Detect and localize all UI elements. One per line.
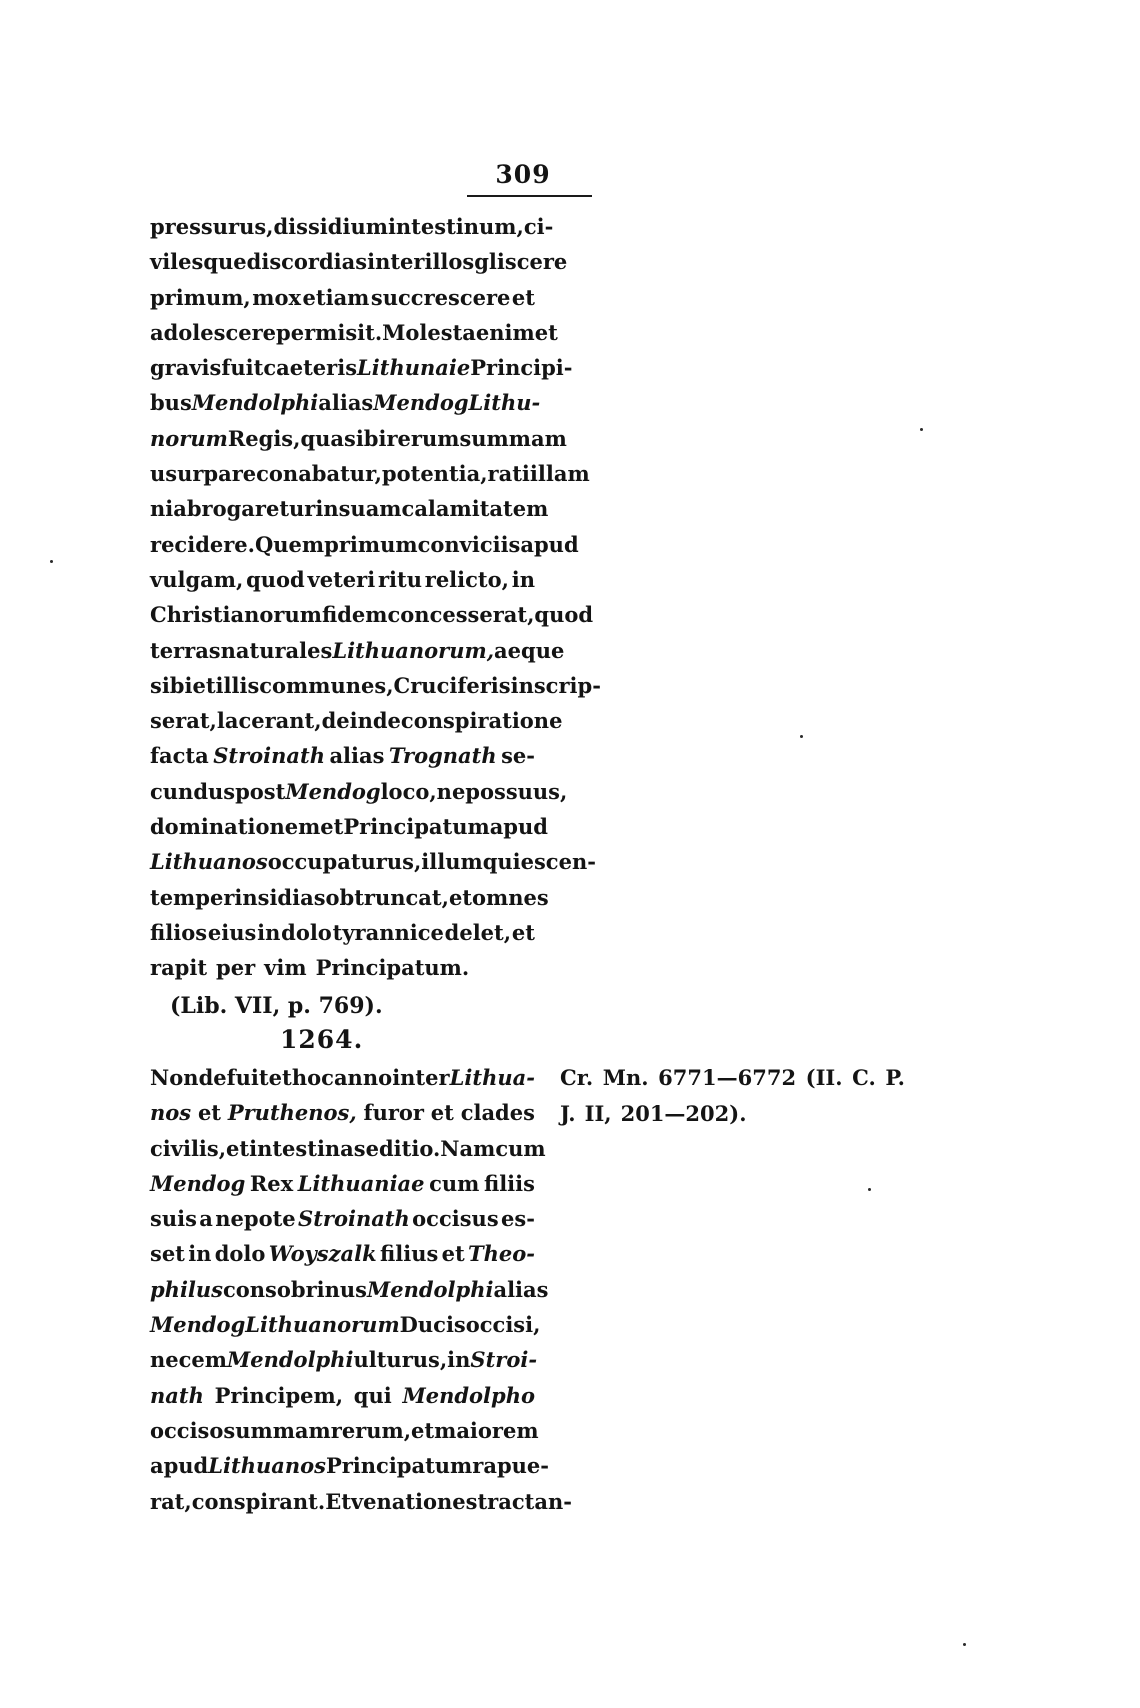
word: apud (489, 814, 548, 840)
word: cum (495, 1135, 546, 1161)
word: P. (885, 1065, 905, 1090)
italic-word: Lithu- (468, 390, 541, 416)
word: mox (252, 284, 302, 310)
word: et (430, 1100, 454, 1126)
word: (II. (805, 1065, 843, 1090)
text-line (150, 1448, 549, 1483)
word: obtruncat, (325, 884, 449, 910)
word: insidias (234, 884, 326, 910)
word: tem (150, 884, 196, 910)
word: dissidium (273, 214, 388, 239)
word: suis (150, 1206, 197, 1232)
word: delet, (444, 919, 512, 945)
word: conspiratione (400, 708, 563, 734)
word: concesserat, (387, 602, 535, 628)
italic-word: nos (150, 1100, 192, 1126)
word: qui (353, 1382, 392, 1408)
word: terras (150, 637, 221, 663)
word: C. (852, 1065, 876, 1090)
word: rati (487, 461, 530, 487)
word: vilesque (150, 249, 247, 275)
text-line (150, 315, 558, 350)
word: aeque (494, 637, 565, 663)
word: adolescere (150, 319, 277, 345)
header-rule (467, 195, 592, 197)
text-line (150, 597, 594, 632)
word: illam (529, 461, 590, 487)
scan-speck (868, 1188, 871, 1191)
word: potentia, (381, 461, 488, 487)
word: Et (325, 1488, 351, 1514)
word: primum (324, 531, 418, 557)
word: filios (150, 919, 208, 945)
year-heading: 1264. (280, 1025, 364, 1054)
word: suus, (505, 778, 568, 804)
word: in (511, 566, 535, 592)
italic-word: Mendolphi (366, 1276, 494, 1302)
margin-reference-note (560, 1060, 905, 1132)
word: illis (215, 672, 260, 698)
text-line (150, 1201, 535, 1236)
italic-word: Mendog (285, 778, 381, 804)
word: illos (424, 249, 475, 275)
word: se- (501, 743, 535, 769)
word: gravis (150, 355, 222, 381)
word: Christianorum (150, 602, 322, 628)
word: conviciis (417, 531, 521, 557)
word: filiis (483, 1170, 535, 1196)
word: summam (223, 1417, 331, 1443)
text-line (150, 1236, 535, 1271)
word: sibi (344, 425, 387, 451)
word: ci- (523, 214, 554, 239)
text-line (150, 280, 535, 315)
word: Regis, (227, 425, 301, 451)
text-line (150, 527, 579, 562)
word: inter (392, 1065, 450, 1090)
text-line (150, 421, 567, 456)
word: apud (520, 531, 579, 557)
word: fuit (221, 355, 264, 381)
word: Cr. (560, 1065, 594, 1090)
word: Ducis (399, 1312, 466, 1338)
word: inter (367, 249, 425, 275)
word: hoc (291, 1065, 334, 1090)
word: ritu (377, 566, 422, 592)
text-line (150, 350, 573, 385)
word: discordias (246, 249, 368, 275)
word: intestinum, (387, 214, 524, 239)
word: civilis, (150, 1135, 227, 1161)
text-line (150, 1342, 538, 1377)
word: et (448, 884, 472, 910)
word: Nam (440, 1135, 496, 1161)
text-line (150, 738, 535, 773)
text-line (150, 774, 568, 809)
word: lacerant, (216, 708, 322, 734)
word: tyrannice (332, 919, 444, 945)
text-line (150, 668, 601, 703)
scan-speck (920, 428, 923, 431)
text-line (150, 209, 554, 244)
word: Mn. (602, 1065, 649, 1090)
word: alias (329, 743, 385, 769)
word: caeteris (263, 355, 358, 381)
word: necem (150, 1347, 227, 1373)
text-line (150, 1272, 549, 1307)
italic-word: Lithua- (449, 1065, 535, 1090)
word: occiso (150, 1417, 224, 1443)
word: nepote (215, 1206, 296, 1232)
word: Principi- (470, 355, 573, 381)
scan-speck (963, 1643, 966, 1646)
word: vim (264, 955, 307, 981)
italic-word: philus (150, 1276, 223, 1302)
italic-word: norum (150, 425, 228, 451)
word: Principatum. (315, 955, 470, 981)
word: maiorem (434, 1417, 539, 1443)
word: etiam (302, 284, 370, 310)
word: calamitatem (401, 496, 549, 522)
italic-word: Lithunaie (357, 355, 471, 381)
word: Principatum (325, 1453, 473, 1479)
word: in (257, 919, 281, 945)
italic-word: Lithuaniae (297, 1170, 425, 1196)
word: post (235, 778, 286, 804)
word: dominationem (150, 814, 321, 840)
italic-word: Woyszalk (268, 1241, 377, 1267)
word: alias (493, 1276, 549, 1302)
word: relicto, (424, 566, 509, 592)
word: 6771—6772 (658, 1065, 797, 1090)
word: primum, (150, 284, 251, 310)
word: recidere. (150, 531, 255, 557)
word: cundus (150, 778, 236, 804)
word: et (226, 1135, 250, 1161)
word: succrescere (370, 284, 511, 310)
text-line (150, 844, 596, 879)
word: et (511, 919, 535, 945)
italic-word: Mendog (150, 1170, 246, 1196)
word: facta (150, 743, 209, 769)
text-line (150, 1413, 539, 1448)
source-citation: (Lib. VII, p. 769). (170, 993, 383, 1019)
word: et (268, 1065, 292, 1090)
word: filius (379, 1241, 439, 1267)
italic-word: Lithuanorum (245, 1312, 400, 1338)
word: fidem (321, 602, 388, 628)
text-line (150, 1378, 535, 1413)
word: in (315, 496, 339, 522)
word: defuit (198, 1065, 269, 1090)
word: occisi, (465, 1312, 541, 1338)
word: J. (560, 1101, 576, 1126)
word: seditio. (353, 1135, 441, 1161)
text-line (150, 562, 535, 597)
text-line (150, 1484, 572, 1519)
word: intestina (249, 1135, 354, 1161)
word: conspirant. (191, 1488, 326, 1514)
italic-word: Lithuanorum, (332, 637, 495, 663)
word: sibi (150, 672, 193, 698)
word: cum (429, 1170, 480, 1196)
word: a (199, 1206, 213, 1232)
word: ulturus, (353, 1347, 448, 1373)
word: anno (333, 1065, 393, 1090)
italic-word: Lithuanos (150, 849, 268, 875)
text-line (150, 633, 565, 668)
word: rapit (150, 955, 208, 981)
word: conabatur, (256, 461, 382, 487)
text-line (560, 1096, 905, 1132)
italic-word: Lithuanos (208, 1453, 326, 1479)
text-line (150, 244, 568, 279)
word: et (511, 284, 535, 310)
text-line (150, 1307, 541, 1342)
word: et (441, 1241, 465, 1267)
word: omnes (472, 884, 549, 910)
word: 201—202). (620, 1101, 747, 1126)
text-line (150, 1131, 546, 1166)
word: Rex (249, 1170, 294, 1196)
text-line (560, 1060, 905, 1096)
word: abrogaretur (173, 496, 316, 522)
word: quod (534, 602, 594, 628)
word: naturales (220, 637, 333, 663)
word: inscrip- (510, 672, 601, 698)
italic-word: Mendog (150, 1312, 246, 1338)
text-line (150, 456, 590, 491)
italic-word: Mendolphi (191, 390, 319, 416)
scan-speck (800, 735, 803, 738)
word: per (195, 884, 235, 910)
word: summam (459, 425, 567, 451)
word: quod (246, 566, 305, 592)
word: consobrinus (223, 1276, 367, 1302)
text-line (150, 880, 549, 915)
main-paragraph (150, 209, 601, 986)
word: rapue- (472, 1453, 549, 1479)
word: dolo (281, 919, 332, 945)
text-line (150, 385, 541, 420)
word: quiescen- (482, 849, 596, 875)
italic-word: Pruthenos, (227, 1100, 357, 1126)
word: serat, (150, 708, 217, 734)
word: et (197, 1100, 221, 1126)
word: set (150, 1241, 185, 1267)
word: et (192, 672, 216, 698)
text-line (150, 1166, 535, 1201)
text-line (150, 703, 563, 738)
word: communes, (259, 672, 394, 698)
word: rerum (386, 425, 460, 451)
word: in (447, 1347, 471, 1373)
word: et (411, 1417, 435, 1443)
word: et (320, 814, 344, 840)
word: Molesta (382, 319, 476, 345)
word: suam (338, 496, 402, 522)
page-number: 309 (495, 160, 551, 189)
scan-speck (50, 560, 53, 563)
word: enim (475, 319, 535, 345)
word: bus (150, 390, 192, 416)
word: eius (207, 919, 257, 945)
text-line (150, 491, 549, 526)
word: apud (150, 1453, 209, 1479)
italic-word: Theo- (467, 1241, 535, 1267)
word: tractan- (477, 1488, 572, 1514)
word: deinde (321, 708, 401, 734)
word: ni (150, 496, 174, 522)
text-line (150, 809, 548, 844)
word: permisit. (276, 319, 383, 345)
text-line (150, 915, 535, 950)
word: rat, (150, 1488, 192, 1514)
word: Quem (254, 531, 325, 557)
word: qua (300, 425, 344, 451)
italic-word: Trognath (388, 743, 497, 769)
word: dolo (214, 1241, 266, 1267)
word: vulgam, (150, 566, 244, 592)
word: per (216, 955, 256, 981)
word: veteri (307, 566, 376, 592)
word: loco, (380, 778, 437, 804)
word: in (188, 1241, 212, 1267)
word: venationes (350, 1488, 478, 1514)
word: occisus (412, 1206, 499, 1232)
italic-word: Stroi- (470, 1347, 538, 1373)
word: nepos (436, 778, 506, 804)
word: Cruciferis (393, 672, 511, 698)
word: Principem, (214, 1382, 344, 1408)
text-line (150, 1095, 535, 1130)
word: rerum, (330, 1417, 412, 1443)
word: occupaturus, (267, 849, 422, 875)
word: es- (501, 1206, 535, 1232)
italic-word: Mendolpho (402, 1382, 535, 1408)
word: alias (318, 390, 374, 416)
text-line (150, 950, 535, 985)
word: Non (150, 1065, 199, 1090)
word: et (534, 319, 558, 345)
word: pressurus, (150, 214, 274, 239)
italic-word: Stroinath (298, 1206, 410, 1232)
word: clades (460, 1100, 535, 1126)
word: gliscere (474, 249, 568, 275)
word: usurpare (150, 461, 257, 487)
italic-word: nath (150, 1382, 204, 1408)
second-paragraph (150, 1060, 572, 1519)
word: illum (421, 849, 483, 875)
word: furor (363, 1100, 424, 1126)
word: Principatum (343, 814, 490, 840)
italic-word: Stroinath (213, 743, 325, 769)
word: II, (584, 1101, 612, 1126)
italic-word: Mendolphi (227, 1347, 354, 1373)
italic-word: Mendog (373, 390, 469, 416)
text-line (150, 1060, 535, 1095)
